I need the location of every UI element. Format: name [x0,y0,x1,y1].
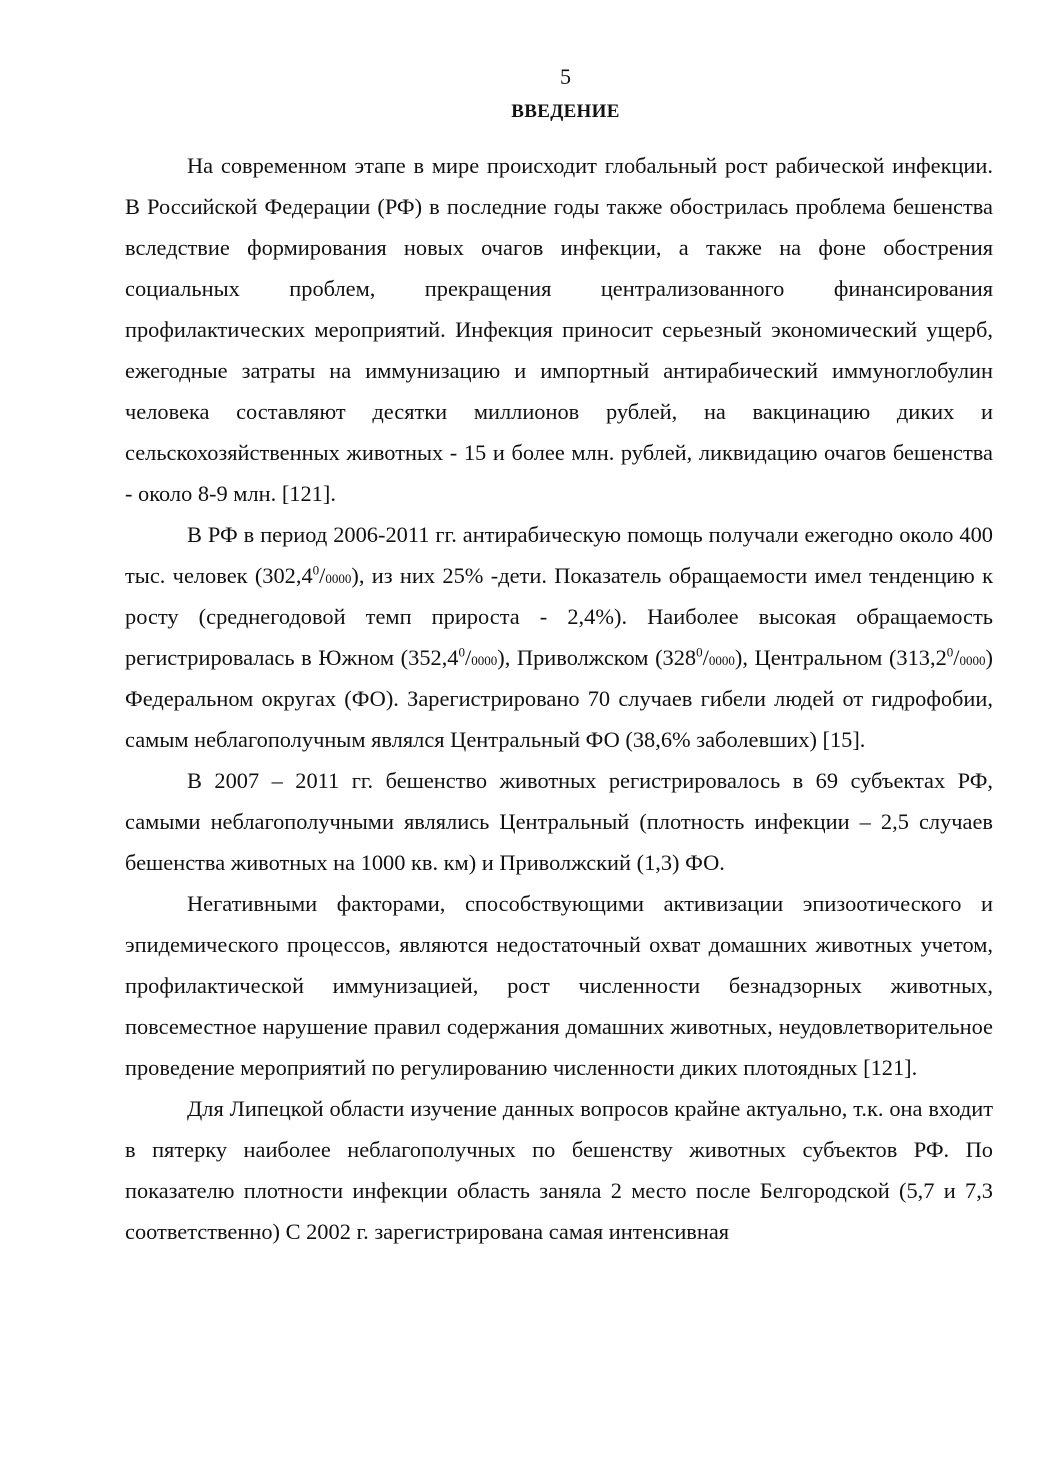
paragraph-2-text: ), из них 25% -дети. Показатель обращаемости имел тенденцию к росту (среднегодовой темп прироста - 2,4%). Наиболее высокая обращаемость регистрировалась в Южном (352,4 [125,563,993,670]
rate-unit-sup: 0 [458,644,466,660]
rate-unit-slash: / [702,645,709,670]
paragraph-3: В 2007 – 2011 гг. бешенство животных регистрировалось в 69 субъектах РФ, самыми неблагополучными являлись Центральный (плотность инфекции – 2,5 случаев бешенства животных на 1000 кв. км) и Приволжский (1,3) ФО. [125,768,993,875]
paragraph-4: Негативными факторами, способствующими активизации эпизоотического и эпидемического процессов, являются недостаточный охват домашних животных учетом, профилактической иммунизацией, рост численности безнадзорных животных, повсеместное нарушение правил содержания домашних животных, неудовлетворительное проведение мероприятий по регулированию численности диких плотоядных [121]. [125,891,993,1080]
rate-unit-slash: / [953,645,960,670]
rate-unit-sub: 0000 [325,571,352,586]
rate-unit-sub: 0000 [471,653,498,668]
rate-unit-sub: 0000 [959,653,986,668]
rate-unit-sup: 0 [946,644,954,660]
rate-unit-slash: / [319,563,326,588]
rate-unit-sup: 0 [312,562,320,578]
section-title: ВВЕДЕНИЕ [511,101,620,122]
paragraph-2-text: В РФ в период 2006-2011 гг. антирабическую помощь получали ежегодно около 400 тыс. человек (302,4 [125,522,993,588]
paragraph-2-text: ) Федеральном округах (ФО). Зарегистрировано 70 случаев гибели людей от гидрофобии, самым неблагополучным являлся Центральный ФО (38,6% заболевших) [15]. [125,645,993,752]
paragraph-5: Для Липецкой области изучение данных вопросов крайне актуально, т.к. она входит в пятерку наиболее неблагополучных по бешенству животных субъектов РФ. По показателю плотности инфекции область заняла 2 место после Белгородской (5,7 и 7,3 соответственно) С 2002 г. зарегистрирована самая интенсивная [125,1096,993,1244]
body-text [125,145,993,1252]
rate-unit-sub: 0000 [708,653,735,668]
paragraph-1: На современном этапе в мире происходит глобальный рост рабической инфекции. В Российской Федерации (РФ) в последние годы также обострилась проблема бешенства вследствие формирования новых очагов инфекции, а также на фоне обострения социальных проблем, прекращения централизованного финансирования профилактических мероприятий. Инфекция приносит серьезный экономический ущерб, ежегодные затраты на иммунизацию и импортный антирабический иммуноглобулин человека составляют десятки миллионов рублей, на вакцинацию диких и сельскохозяйственных животных - 15 и более млн. рублей, ликвидацию очагов бешенства - около 8-9 млн. [121]. [125,153,993,506]
rate-unit-sup: 0 [696,644,703,660]
paragraph-2-text: ), Центральном (313,2 [734,645,947,670]
page-number: 5 [560,64,571,89]
paragraph-2 [125,514,993,760]
paragraph-2-text: ), Приволжском (328 [497,645,697,670]
rate-unit-slash: / [465,645,472,670]
